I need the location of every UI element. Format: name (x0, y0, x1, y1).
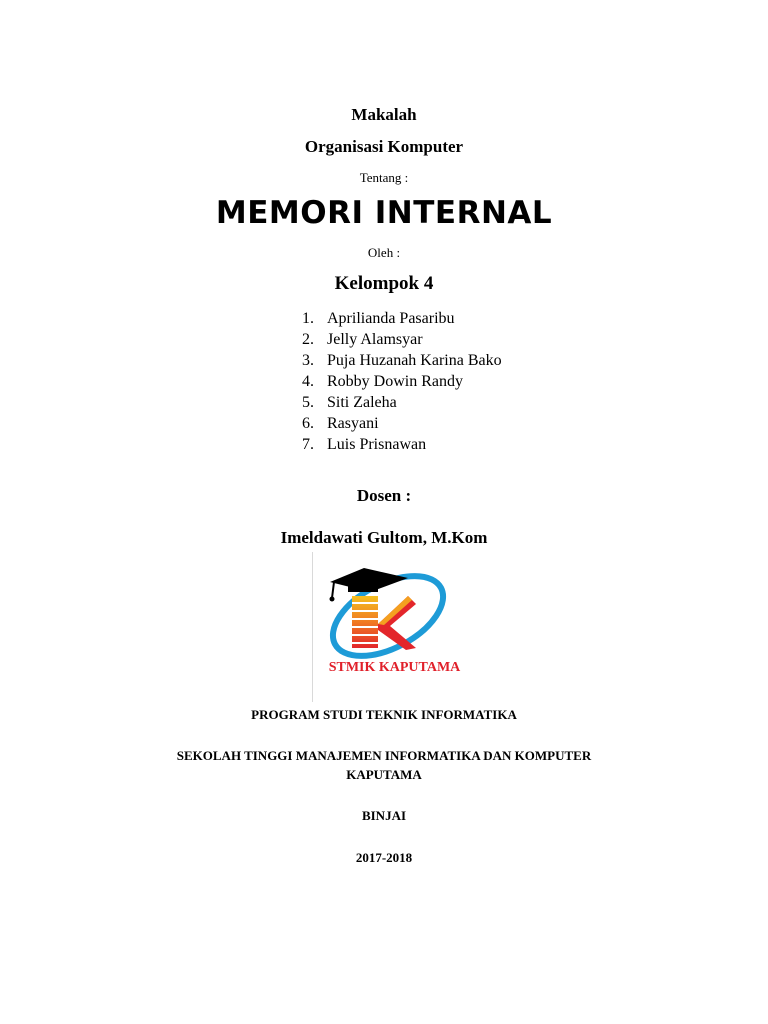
list-item (302, 434, 502, 455)
lecturer-name: Imeldawati Gultom, M.Kom (280, 528, 488, 547)
member-number: 7. (302, 436, 314, 453)
document-type: Makalah (351, 105, 417, 124)
page-title: MEMORI INTERNAL (215, 195, 553, 231)
list-item (302, 413, 502, 434)
school-name-line2: KAPUTAMA (346, 767, 422, 782)
member-number: 1. (302, 310, 314, 327)
member-number: 3. (302, 352, 314, 369)
member-number: 4. (302, 373, 314, 390)
academic-year: 2017-2018 (355, 850, 413, 865)
member-name: Luis Prisnawan (327, 436, 427, 453)
lecturer-label: Dosen : (356, 486, 412, 505)
course-subject: Organisasi Komputer (304, 137, 464, 156)
member-list (302, 308, 502, 455)
member-name: Aprilianda Pasaribu (327, 310, 455, 327)
list-item (302, 350, 502, 371)
member-name: Rasyani (327, 415, 379, 432)
list-item (302, 371, 502, 392)
school-name-line1: SEKOLAH TINGGI MANAJEMEN INFORMATIKA DAN KOMPUTER (176, 748, 592, 763)
member-number: 6. (302, 415, 314, 432)
list-item (302, 329, 502, 350)
oleh-label: Oleh : (367, 245, 401, 260)
member-number: 5. (302, 394, 314, 411)
tentang-label: Tentang : (359, 170, 409, 185)
logo-label: STMIK KAPUTAMA (328, 660, 461, 675)
city: BINJAI (361, 808, 407, 823)
list-item (302, 308, 502, 329)
study-program: PROGRAM STUDI TEKNIK INFORMATIKA (251, 707, 517, 722)
member-name: Robby Dowin Randy (327, 373, 463, 390)
member-name: Jelly Alamsyar (327, 331, 423, 348)
group-name: Kelompok 4 (334, 273, 434, 294)
member-name: Siti Zaleha (327, 394, 397, 411)
member-name: Puja Huzanah Karina Bako (327, 352, 502, 369)
letter-k-icon (352, 596, 416, 650)
stmik-kaputama-logo (312, 552, 460, 702)
list-item (302, 392, 502, 413)
member-number: 2. (302, 331, 314, 348)
